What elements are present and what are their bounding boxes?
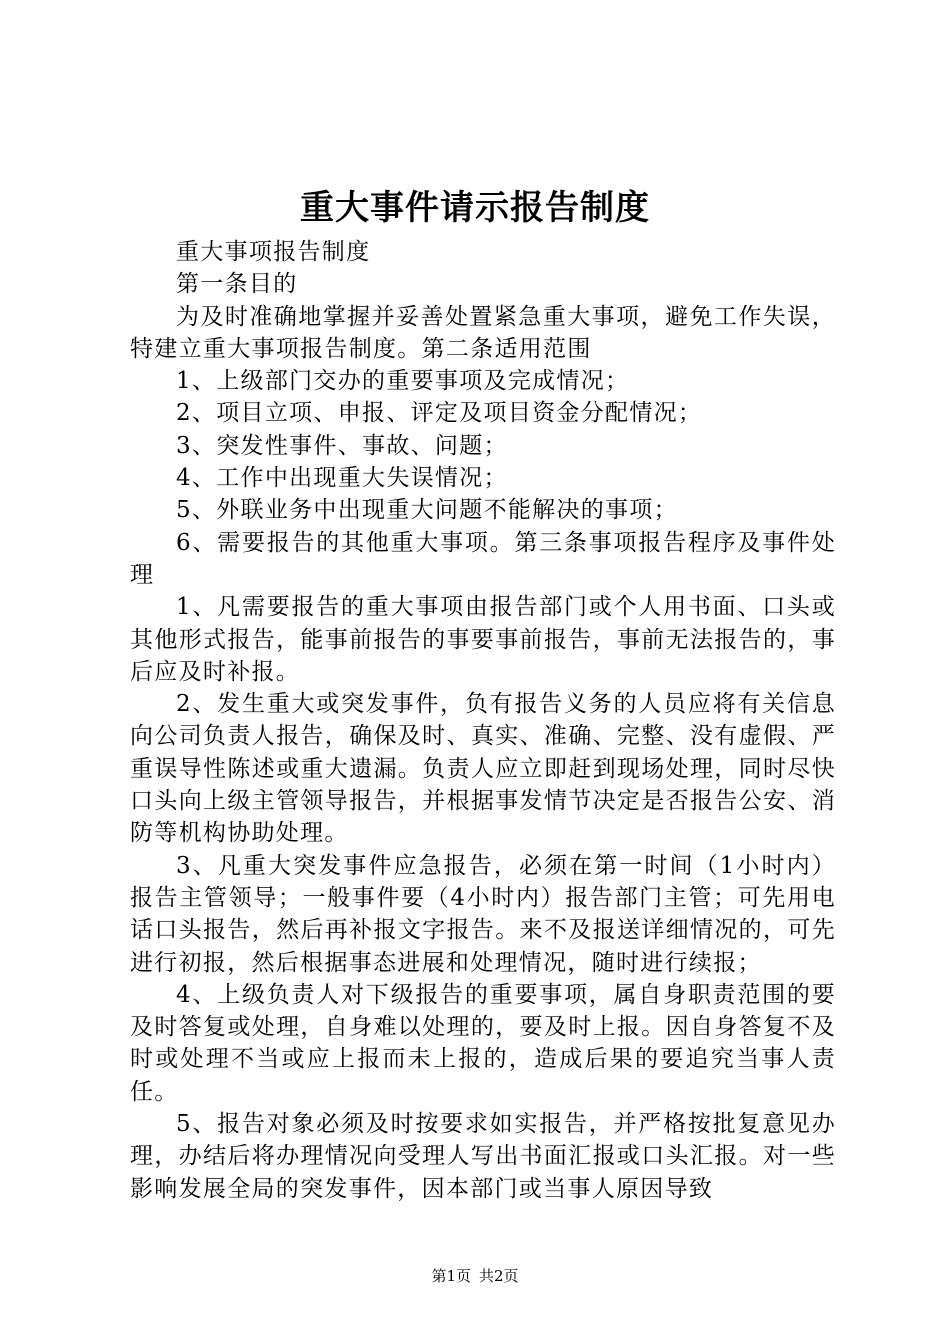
page-footer xyxy=(0,1266,950,1286)
paragraph: 4、工作中出现重大失误情况； xyxy=(176,465,508,492)
paragraph: 6、需要报告的其他重大事项。第三条事项报告程序及事件处理 xyxy=(130,529,836,588)
paragraph: 重大事项报告制度 xyxy=(176,239,371,265)
paragraph: 为及时准确地掌握并妥善处置紧急重大事项，避免工作失误，特建立重大事项报告制度。第二条适用范围 xyxy=(130,303,836,362)
document-body xyxy=(130,236,836,1205)
paragraph: 2、项目立项、申报、评定及项目资金分配情况； xyxy=(176,400,703,427)
paragraph: 5、报告对象必须及时按要求如实报告，并严格按批复意见办理，办结后将办理情况向受理人写出书面汇报或口头汇报。对一些影响发展全局的突发事件，因本部门或当事人原因导致 xyxy=(130,1111,836,1202)
document-title: 重大事件请示报告制度 xyxy=(300,188,650,228)
paragraph: 2、发生重大或突发事件，负有报告义务的人员应将有关信息向公司负责人报告，确保及时、真实、准确、完整、没有虚假、严重误导性陈述或重大遗漏。负责人应立即赶到现场处理，同时尽快口头向上级主管领导报告，并根据事发情节决定是否报告公安、消防等机构协助处理。 xyxy=(130,691,836,847)
paragraph: 3、凡重大突发事件应急报告，必须在第一时间（1小时内）报告主管领导；一般事件要（4小时内）报告部门主管；可先用电话口头报告，然后再补报文字报告。来不及报送详细情况的，可先进行初报，然后根据事态进展和处理情况，随时进行续报； xyxy=(130,852,836,976)
paragraph: 5、外联业务中出现重大问题不能解决的事项； xyxy=(176,497,678,524)
paragraph: 1、凡需要报告的重大事项由报告部门或个人用书面、口头或其他形式报告，能事前报告的事要事前报告，事前无法报告的，事后应及时补报。 xyxy=(130,594,836,685)
page-number: 第1页 xyxy=(431,1267,471,1285)
paragraph: 4、上级负责人对下级报告的重要事项，属自身职责范围的要及时答复或处理，自身难以处理的，要及时上报。因自身答复不及时或处理不当或应上报而未上报的，造成后果的要追究当事人责任。 xyxy=(130,981,836,1105)
page-total: 共2页 xyxy=(479,1267,519,1285)
paragraph: 1、上级部门交办的重要事项及完成情况； xyxy=(176,368,630,395)
paragraph: 3、突发性事件、事故、问题； xyxy=(176,432,508,459)
paragraph: 第一条目的 xyxy=(176,271,298,298)
